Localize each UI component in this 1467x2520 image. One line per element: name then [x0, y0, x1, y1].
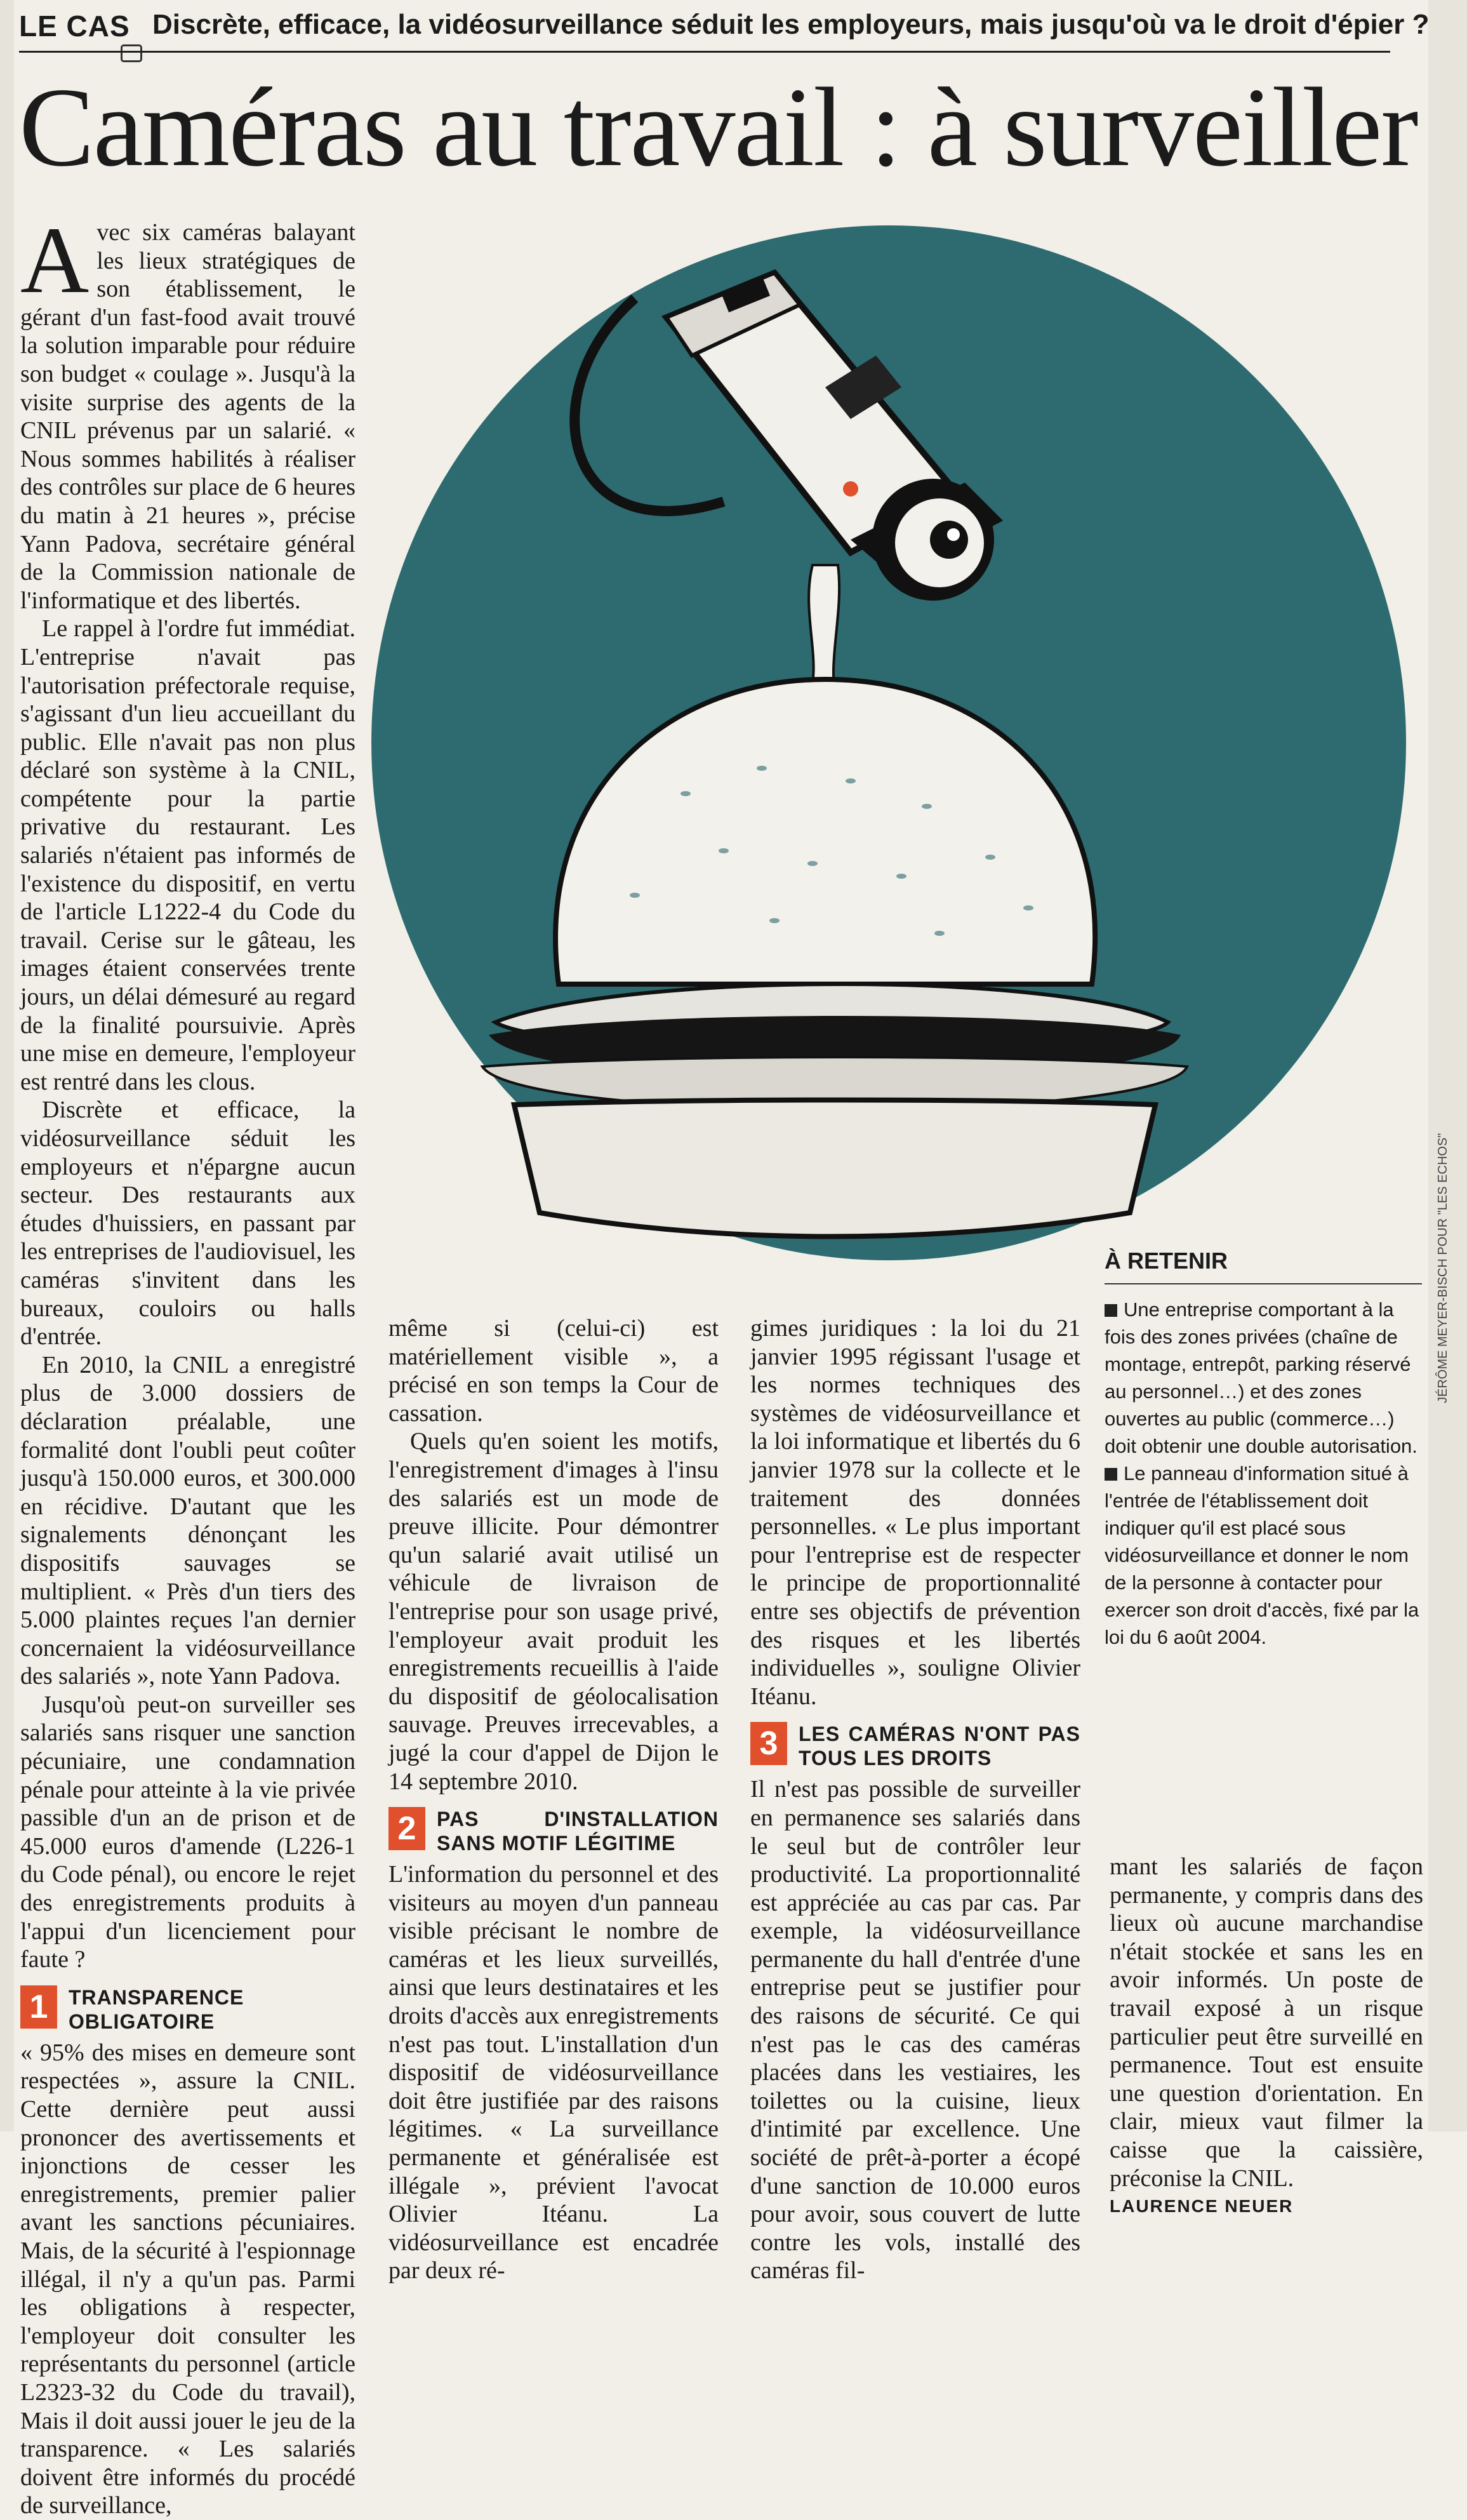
- paragraph: Jusqu'où peut-on surveiller ses salariés sans risquer une sanction pécuniaire, une condamnation pénale pour atteinte à la vie privée passible d'un an de prison et de 45.000 euros d'amende (L226-1 du Code pénal), ou encore le rejet des enregistrements produits à l'appui d'un licenciement pour faute ?: [20, 1691, 355, 1973]
- illustration-credit: JÉRÔME MEYER-BISCH POUR "LES ECHOS": [1436, 1133, 1450, 1403]
- column-4: [1110, 1853, 1423, 2217]
- paragraph: Il n'est pas possible de surveiller en permanence ses salariés dans le seul but de contrôler leur productivité. La proportionnalité est appréciée au cas par cas. Par exemple, la vidéosurveillance permanente du hall d'entrée d'une entreprise peut se justifier pour des raisons de sécurité. Ce qui n'est pas le cas des caméras placées dans les vestiaires, les toilettes ou la cuisine, lieux d'intimité par excellence. Une société de prêt-à-porter a écopé d'une sanction de 10.000 euros pour avoir, sous couvert de lutte contre les vols, installé des caméras fil-: [750, 1776, 1080, 2284]
- lead-paragraph: [20, 208, 355, 615]
- paragraph: Le rappel à l'ordre fut immédiat. L'entreprise n'avait pas l'autorisation préfectorale requise, s'agissant d'un lieu accueillant du public. Elle n'avait pas non plus déclaré son système à la CNIL, compétente pour la partie privative du restaurant. Les salariés n'étaient pas informés de l'existence du dispositif, en vertu de l'article L1222-4 du Code du travail. Cerise sur le gâteau, les images étaient conservées trente jours, un délai démesuré au regard de la finalité poursuivie. Après une mise en demeure, l'employeur est rentré dans les clous.: [20, 615, 355, 1095]
- drop-cap: A: [20, 208, 90, 313]
- paragraph: mant les salariés de façon permanente, y compris dans des lieux où aucune marchandise n'était stockée et sans les en avoir informés. Un poste de travail exposé à un risque particulier peut être surveillé en permanence. Tout est ensuite une question d'orientation. En clair, mieux vaut filmer la caisse que la caissière, préconise la CNIL.: [1110, 1853, 1423, 2192]
- section-number-badge: 3: [750, 1722, 787, 1765]
- headline: Caméras au travail : à surveiller: [19, 64, 1417, 190]
- bullet-square-icon: [1105, 1304, 1117, 1317]
- lead-text: vec six caméras balayant les lieux stratégiques de son établissement, le gérant d'un fast-food avait trouvé la solution imparable pour réduire son budget « coulage ». Jusqu'à la visite surprise des agents de la CNIL prévenus par un salarié. « Nous sommes habilités à réaliser des contrôles sur place de 6 heures du matin à 21 heures », précise Yann Padova, secrétaire général de la Commission nationale de l'informatique et des libertés.: [20, 219, 355, 614]
- kicker-text: Discrète, efficace, la vidéosurveillance séduit les employeurs, mais jusqu'où va le droit d'épier ?: [152, 9, 1430, 40]
- paragraph: Discrète et efficace, la vidéosurveillance séduit les employeurs et n'épargne aucun secteur. Des restaurants aux études d'huissiers, en passant par les entreprises de l'audiovisuel, les caméras s'invitent dans les bureaux, couloirs ou halls d'entrée.: [20, 1097, 355, 1350]
- author-signature: LAURENCE NEUER: [1110, 2196, 1294, 2217]
- section-2-heading: [388, 1807, 719, 1855]
- key-point: [1105, 1296, 1422, 1460]
- kicker-label: LE CAS: [19, 10, 130, 43]
- page-edge-left: [0, 0, 14, 2131]
- column-2: [388, 1314, 719, 2285]
- paragraph: En 2010, la CNIL a enregistré plus de 3.000 dossiers de déclaration préalable, une formalité dont l'oubli peut coûter jusqu'à 150.000 euros, et 300.000 en récidive. D'autant que les signalements dénonçant les dispositifs sauvages se multiplient. « Près d'un tiers des 5.000 plaintes reçues l'an dernier concernaient la vidéosurveillance des salariés », note Yann Padova.: [20, 1351, 355, 1690]
- kicker-bar: [0, 0, 1467, 58]
- section-number-badge: 2: [388, 1807, 425, 1850]
- section-1-heading: [20, 1985, 355, 2034]
- section-number-badge: 1: [20, 1985, 57, 2029]
- box-title: À RETENIR: [1105, 1248, 1228, 1274]
- key-point-text: Le panneau d'information situé à l'entrée de l'établissement doit indiquer qu'il est placé sous vidéosurveillance et donner le nom de la personne à contacter pour exercer son droit d'accès, fixé par la loi du 6 août 2004.: [1105, 1462, 1419, 1648]
- key-point: [1105, 1460, 1422, 1651]
- section-3-heading: [750, 1722, 1080, 1770]
- page-edge-right: [1428, 0, 1467, 2131]
- bullet-square-icon: [1105, 1468, 1117, 1481]
- section-title: LES CAMÉRAS N'ONT PAS TOUS LES DROITS: [799, 1723, 1080, 1770]
- column-1: [20, 208, 355, 2520]
- column-3: [750, 1314, 1080, 2285]
- paragraph: gimes juridiques : la loi du 21 janvier 1995 régissant l'usage et les normes techniques des systèmes de vidéosurveillance et la loi informatique et libertés du 6 janvier 1978 sur la collecte et le traitement des données personnelles. « Le plus important pour l'entreprise est de respecter le principe de proportionnalité entre ses objectifs de prévention des risques et les libertés individuelles », souligne Olivier Itéanu.: [750, 1315, 1080, 1710]
- section-title: PAS D'INSTALLATION SANS MOTIF LÉGITIME: [437, 1808, 719, 1855]
- top-rule: [19, 51, 1390, 53]
- box-rule: [1105, 1283, 1422, 1284]
- paragraph: Quels qu'en soient les motifs, l'enregistrement d'images à l'insu des salariés est un mode de preuve illicite. Pour démontrer qu'un salarié avait utilisé un véhicule de livraison de l'entreprise pour son usage privé, l'employeur avait produit les enregistrements recueillis à l'aide du dispositif de géolocalisation sauvage. Preuves irrecevables, a jugé la cour d'appel de Dijon le 14 septembre 2010.: [388, 1428, 719, 1795]
- key-point-text: Une entreprise comportant à la fois des zones privées (chaîne de montage, entrepôt, parking réservé au personnel…) et des zones ouvertes au public (commerce…) doit obtenir une double autorisation.: [1105, 1298, 1417, 1457]
- section-title: TRANSPARENCE OBLIGATOIRE: [69, 1985, 244, 2033]
- paragraph: même si (celui-ci) est matériellement visible », a précisé en son temps la Cour de cassation.: [388, 1315, 719, 1427]
- paragraph: L'information du personnel et des visiteurs au moyen d'un panneau visible précisant le nombre de caméras et les lieux surveillés, ainsi que leurs destinataires et les droits d'accès aux enregistrements n'est pas tout. L'installation d'un dispositif de vidéosurveillance doit être justifiée par des raisons légitimes. « La surveillance permanente et généralisée est illégale », prévient l'avocat Olivier Itéanu. La vidéosurveillance est encadrée par deux ré-: [388, 1861, 719, 2284]
- kicker-marker-icon: [121, 44, 142, 62]
- camera-burger-illustration: [368, 222, 1409, 1263]
- paragraph: « 95% des mises en demeure sont respectées », assure la CNIL. Cette dernière peut aussi prononcer des avertissements et injonctions de cesser les enregistrements, premier palier avant les sanctions pécuniaires. Mais, de la sécurité à l'espionnage illégal, il n'y a qu'un pas. Parmi les obligations à respecter, l'employeur doit consulter les représentants du personnel (article L2323-32 du Code du travail), Mais il doit aussi jouer le jeu de la transparence. « Les salariés doivent être informés du procédé de surveillance,: [20, 2039, 355, 2519]
- key-points-box: [1105, 1248, 1422, 1651]
